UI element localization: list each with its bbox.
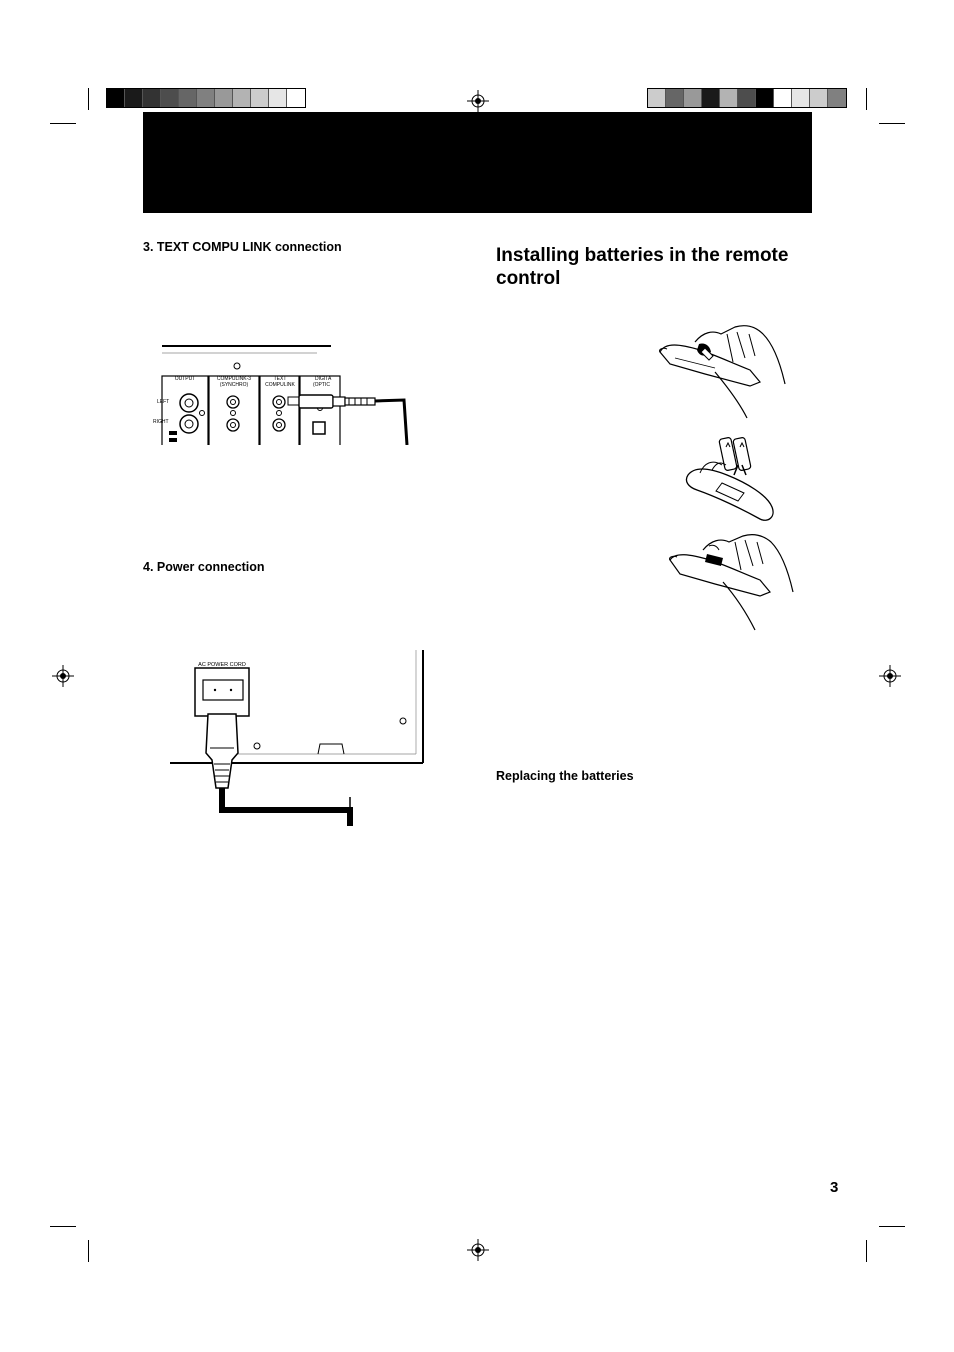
section-title-text-compu-link: 3. TEXT COMPU LINK connection xyxy=(143,240,342,254)
crop-mark xyxy=(50,1226,76,1227)
color-swatch xyxy=(666,89,684,107)
registration-mark-icon xyxy=(52,665,74,687)
section-title-power-connection: 4. Power connection xyxy=(143,560,265,574)
section-title-replacing-batteries: Replacing the batteries xyxy=(496,769,634,783)
output-label: OUTPUT xyxy=(174,376,196,382)
color-bar-left xyxy=(106,88,306,108)
color-swatch xyxy=(179,89,197,107)
crop-mark xyxy=(866,1240,867,1262)
color-swatch xyxy=(143,89,161,107)
registration-mark-icon xyxy=(467,90,489,112)
crop-mark xyxy=(88,1240,89,1262)
color-swatch xyxy=(107,89,125,107)
color-swatch xyxy=(161,89,179,107)
color-swatch xyxy=(269,89,287,107)
color-swatch xyxy=(648,89,666,107)
crop-mark xyxy=(88,88,89,110)
battery-step3-close-cover-illustration xyxy=(665,532,800,632)
crop-mark xyxy=(879,123,905,124)
ac-power-cord-label: AC POWER CORD xyxy=(198,662,246,668)
battery-step1-open-cover-illustration xyxy=(655,322,790,422)
battery-step2-insert-batteries-illustration xyxy=(682,435,782,527)
text-compulink-label-1: TEXT xyxy=(273,376,287,382)
right-label: RIGHT xyxy=(153,419,169,425)
color-swatch xyxy=(702,89,720,107)
synchro-label: (SYNCHRO) xyxy=(219,382,249,388)
digital-label-1: DIGITA xyxy=(315,376,332,382)
digital-label-2: (OPTIC xyxy=(313,382,330,388)
color-swatch xyxy=(197,89,215,107)
color-swatch xyxy=(287,89,305,107)
text-compulink-label-2: COMPULINK xyxy=(265,382,295,388)
color-swatch xyxy=(684,89,702,107)
crop-mark xyxy=(866,88,867,110)
crop-mark xyxy=(879,1226,905,1227)
crop-mark xyxy=(50,123,76,124)
registration-mark-icon xyxy=(879,665,901,687)
color-swatch xyxy=(774,89,792,107)
left-label: LEFT xyxy=(157,399,170,405)
color-swatch xyxy=(810,89,828,107)
compulink3-label: COMPULINK-3 xyxy=(216,376,252,382)
color-swatch xyxy=(738,89,756,107)
color-swatch xyxy=(251,89,269,107)
page-number: 3 xyxy=(830,1179,839,1196)
color-swatch xyxy=(792,89,810,107)
color-swatch xyxy=(720,89,738,107)
compulink-rear-panel-diagram xyxy=(145,340,420,445)
power-cord-diagram xyxy=(170,650,430,830)
color-swatch xyxy=(828,89,846,107)
section-title-installing-batteries: Installing batteries in the remote control xyxy=(496,245,789,289)
color-swatch xyxy=(756,89,774,107)
color-swatch xyxy=(233,89,251,107)
header-band xyxy=(143,112,812,213)
color-bar-right xyxy=(647,88,847,108)
color-swatch xyxy=(125,89,143,107)
registration-mark-icon xyxy=(467,1239,489,1261)
color-swatch xyxy=(215,89,233,107)
